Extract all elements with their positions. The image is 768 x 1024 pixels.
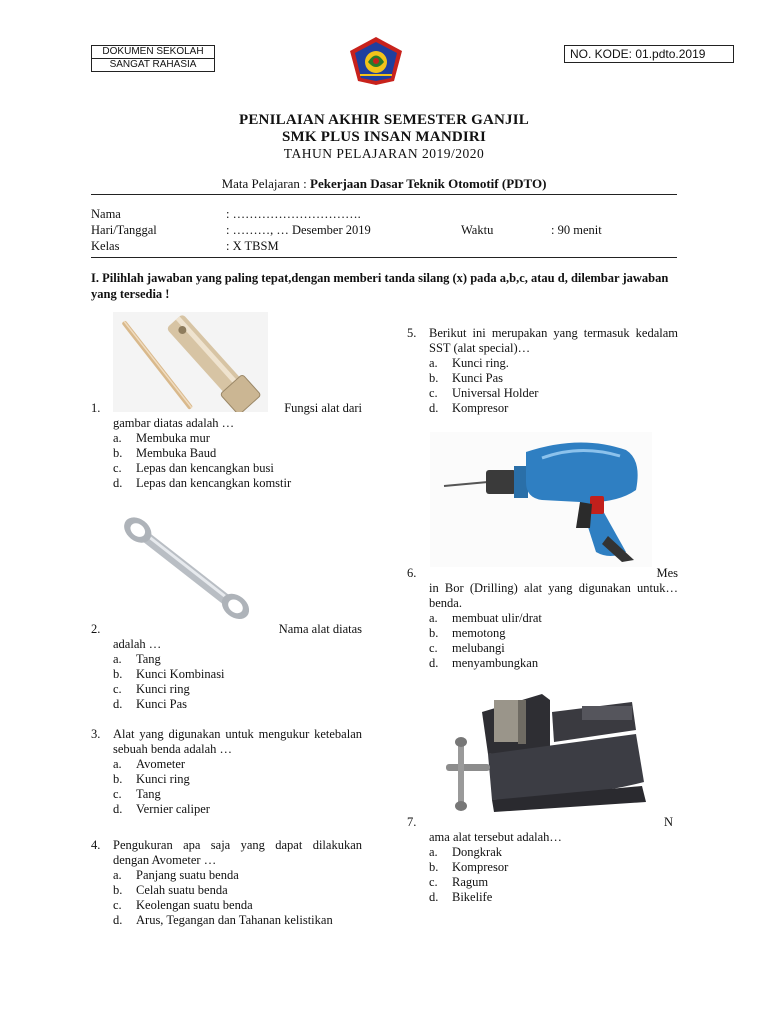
option-letter: a. (429, 845, 438, 859)
header-divider (91, 194, 677, 195)
option-letter: d. (113, 802, 123, 816)
option-d[interactable] (429, 656, 678, 671)
option-letter: c. (429, 875, 438, 889)
question-3-number: 3. (91, 727, 101, 741)
option-text: Kunci Pas (136, 697, 188, 711)
option-b[interactable] (429, 626, 678, 641)
option-letter: c. (113, 461, 122, 475)
question-7 (407, 815, 673, 905)
question-6-text: in Bor (Drilling) alat yang digunakan untuk…benda. (429, 581, 678, 610)
option-c[interactable] (113, 461, 362, 476)
option-letter: d. (429, 890, 439, 904)
option-text: Keolengan suatu benda (136, 898, 253, 912)
option-text: Lepas dan kencangkan komstir (136, 476, 292, 490)
option-b[interactable] (429, 860, 673, 875)
option-letter: b. (113, 883, 123, 897)
option-a[interactable] (429, 611, 678, 626)
option-letter: a. (113, 868, 122, 882)
option-text: Panjang suatu benda (136, 868, 239, 882)
question-7-text-head: N (663, 815, 673, 829)
option-a[interactable] (113, 757, 362, 772)
question-2-text: adalah … (113, 637, 162, 651)
option-letter: b. (429, 860, 439, 874)
question-4-number: 4. (91, 838, 101, 852)
option-b[interactable] (113, 667, 362, 682)
question-3 (91, 727, 362, 817)
question-3-options (113, 757, 362, 817)
question-2 (91, 622, 362, 712)
option-text: Lepas dan kencangkan busi (136, 461, 274, 475)
option-letter: a. (113, 757, 122, 771)
question-6-text-head: Mes (656, 566, 678, 580)
option-text: Tang (136, 787, 161, 801)
option-text: Kunci ring (136, 682, 190, 696)
waktu-value: : 90 menit (551, 223, 602, 237)
question-5-options (429, 356, 678, 416)
bench-vise-image (432, 690, 656, 815)
option-b[interactable] (429, 371, 678, 386)
option-b[interactable] (113, 446, 362, 461)
option-a[interactable] (113, 652, 362, 667)
option-b[interactable] (113, 772, 362, 787)
option-text: melubangi (452, 641, 505, 655)
option-text: Kompresor (452, 401, 509, 415)
option-letter: b. (113, 772, 123, 786)
academic-year: TAHUN PELAJARAN 2019/2020 (283, 146, 485, 161)
option-a[interactable] (113, 431, 362, 446)
document-stamp (91, 45, 215, 72)
option-letter: a. (429, 611, 438, 625)
option-d[interactable] (113, 476, 362, 491)
option-text: Arus, Tegangan dan Tahanan kelistikan (136, 913, 333, 927)
option-text: Dongkrak (452, 845, 502, 859)
option-letter: c. (429, 641, 438, 655)
stamp-line-1: DOKUMEN SEKOLAH (102, 46, 204, 57)
option-text: Avometer (136, 757, 186, 771)
question-2-options (113, 652, 362, 712)
document-code: NO. KODE: 01.pdto.2019 (564, 45, 734, 63)
question-2-number: 2. (91, 622, 101, 636)
option-letter: c. (113, 787, 122, 801)
question-4-text: Pengukuran apa saja yang dapat dilakukan dengan Avometer … (113, 838, 362, 867)
question-1-text-head: Fungsi alat dari (284, 401, 362, 415)
nama-value: : …………………………. (226, 207, 361, 221)
option-letter: b. (429, 371, 439, 385)
question-5 (407, 326, 678, 416)
question-7-text: ama alat tersebut adalah… (429, 830, 562, 844)
option-text: Kunci ring (136, 772, 190, 786)
question-7-options (429, 845, 673, 905)
option-d[interactable] (113, 697, 362, 712)
option-text: Vernier caliper (136, 802, 210, 816)
option-letter: d. (113, 476, 123, 490)
nama-label: Nama (91, 207, 121, 221)
option-letter: d. (113, 913, 123, 927)
option-a[interactable] (113, 868, 362, 883)
question-1-text: gambar diatas adalah … (113, 416, 235, 430)
question-7-number: 7. (407, 815, 417, 829)
subject-line (0, 176, 768, 192)
spark-plug-wrench-image (113, 312, 268, 412)
question-1-options (113, 431, 362, 491)
option-b[interactable] (113, 883, 362, 898)
question-1 (91, 401, 362, 491)
question-6-number: 6. (407, 566, 417, 580)
option-c[interactable] (113, 898, 362, 913)
exam-title: PENILAIAN AKHIR SEMESTER GANJIL (238, 112, 529, 128)
option-text: Membuka mur (136, 431, 210, 445)
option-letter: d. (113, 697, 123, 711)
kelas-value: : X TBSM (226, 239, 279, 253)
option-text: Ragum (452, 875, 489, 889)
option-text: Kompresor (452, 860, 509, 874)
option-letter: b. (429, 626, 439, 640)
identity-divider (91, 257, 677, 258)
question-4 (91, 838, 362, 928)
stamp-line-2: SANGAT RAHASIA (92, 58, 214, 71)
option-text: Kunci Pas (452, 371, 504, 385)
subject-value: Pekerjaan Dasar Teknik Otomotif (PDTO) (310, 176, 547, 191)
option-d[interactable] (113, 913, 362, 928)
option-c[interactable] (429, 641, 678, 656)
option-text: Celah suatu benda (136, 883, 228, 897)
option-letter: a. (113, 652, 122, 666)
option-c[interactable] (113, 682, 362, 697)
question-2-text-head: Nama alat diatas (278, 622, 362, 636)
instruction: I. Pilihlah jawaban yang paling tepat,dengan memberi tanda silang (x) pada a,b,c, atau d, dilembar jawaban yang tersedia ! (91, 271, 669, 301)
option-text: Bikelife (452, 890, 493, 904)
electric-drill-image (430, 432, 652, 567)
question-4-options (113, 868, 362, 928)
school-logo (346, 35, 406, 87)
hari-label: Hari/Tanggal (91, 223, 157, 237)
option-text: membuat ulir/drat (452, 611, 542, 625)
option-a[interactable] (429, 356, 678, 371)
option-c[interactable] (429, 875, 673, 890)
option-c[interactable] (113, 787, 362, 802)
option-letter: b. (113, 446, 123, 460)
option-text: Tang (136, 652, 161, 666)
question-6-options (429, 611, 678, 671)
question-5-number: 5. (407, 326, 417, 340)
option-letter: b. (113, 667, 123, 681)
option-letter: a. (113, 431, 122, 445)
option-text: Membuka Baud (136, 446, 217, 460)
ring-spanner-image (108, 508, 265, 630)
option-d[interactable] (113, 802, 362, 817)
option-text: Universal Holder (452, 386, 539, 400)
option-letter: d. (429, 401, 439, 415)
question-3-text: Alat yang digunakan untuk mengukur ketebalan sebuah benda adalah … (113, 727, 362, 756)
option-letter: c. (113, 682, 122, 696)
option-c[interactable] (429, 386, 678, 401)
option-letter: a. (429, 356, 438, 370)
school-name: SMK PLUS INSAN MANDIRI (282, 129, 486, 145)
option-d[interactable] (429, 401, 678, 416)
kelas-label: Kelas (91, 239, 120, 253)
option-d[interactable] (429, 890, 673, 905)
option-text: Kunci ring. (452, 356, 509, 370)
waktu-label: Waktu (461, 223, 494, 237)
question-6 (407, 566, 678, 671)
option-letter: c. (429, 386, 438, 400)
option-text: Kunci Kombinasi (136, 667, 225, 681)
option-letter: c. (113, 898, 122, 912)
option-a[interactable] (429, 845, 673, 860)
hari-value: : ………, … Desember 2019 (226, 223, 371, 237)
question-1-number: 1. (91, 401, 101, 415)
option-letter: d. (429, 656, 439, 670)
option-text: menyambungkan (452, 656, 539, 670)
option-text: memotong (452, 626, 506, 640)
subject-label: Mata Pelajaran : (221, 176, 310, 191)
question-5-text: Berikut ini merupakan yang termasuk kedalam SST (alat special)… (429, 326, 678, 355)
